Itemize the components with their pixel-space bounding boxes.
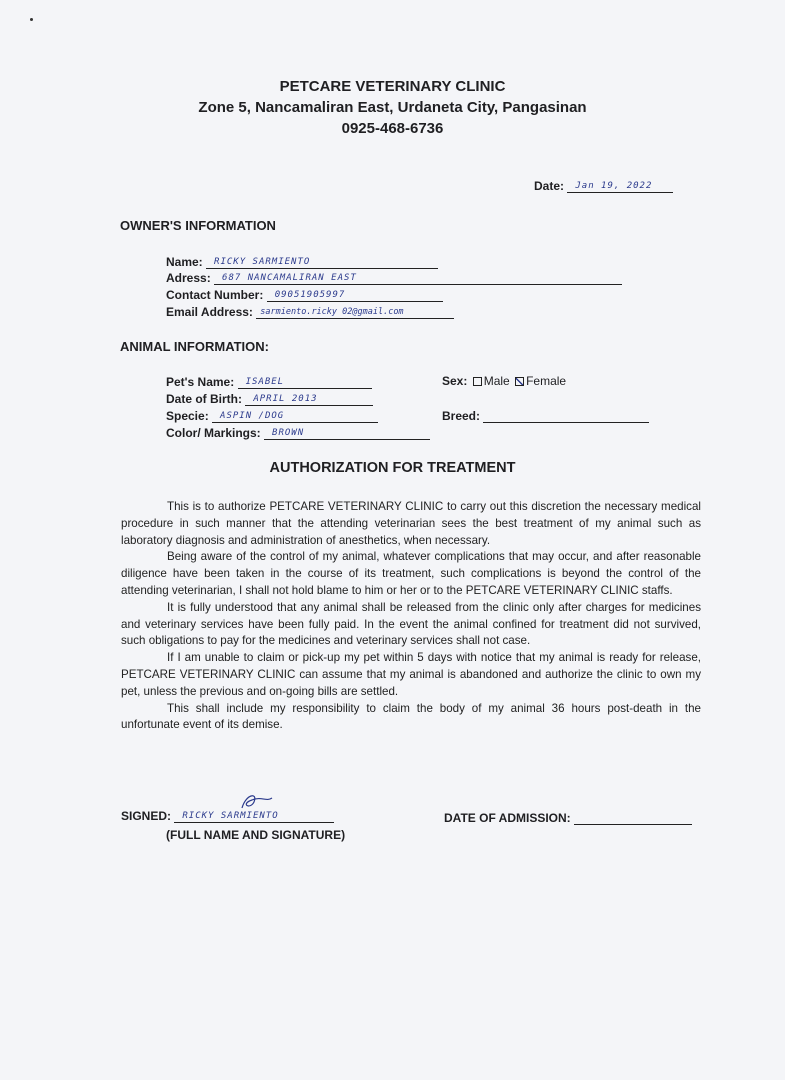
owner-address-value: 687 NANCAMALIRAN EAST: [222, 273, 357, 283]
sex-female-label: Female: [526, 374, 567, 388]
owner-address-row: [166, 270, 622, 285]
authorization-title: AUTHORIZATION FOR TREATMENT: [269, 460, 516, 476]
signed-value: RICKY SARMIENTO: [182, 811, 279, 821]
owner-email-line: [256, 304, 454, 319]
pet-color-line: [264, 425, 430, 440]
pet-name-value: ISABEL: [245, 377, 285, 387]
owner-email-row: [166, 304, 454, 319]
admission-label: DATE OF ADMISSION:: [444, 811, 571, 825]
breed-label: Breed:: [442, 409, 481, 423]
authorization-paragraph-3: It is fully understood that any animal shall be released from the clinic only after charges for medicines and veterinary services have been fully paid. In the event the animal confined for treatment did not survived, such obligations to pay for the medicines and veterinary services shall not case.: [121, 600, 701, 648]
clinic-address: Zone 5, Nancamaliran East, Urdaneta City, Pangasinan: [198, 99, 587, 116]
pet-specie-row: [166, 408, 378, 423]
scan-speck: [30, 18, 33, 21]
authorization-paragraph-1: This is to authorize PETCARE VETERINARY CLINIC to carry out this discretion the necessary medical procedure in such manner that the attending veterinarian sees the best treatment of my animal such as laboratory diagnosis and administration of anesthetics, when necessary.: [121, 500, 701, 547]
owner-contact-row: [166, 287, 443, 302]
date-line: [567, 178, 673, 193]
sex-male-checkbox[interactable]: [473, 377, 482, 386]
owner-name-line: [206, 254, 438, 269]
admission-line: [574, 810, 692, 825]
owner-contact-value: 09051905997: [274, 290, 346, 300]
owner-email-value: sarmiento.ricky 02@gmail.com: [260, 307, 404, 317]
authorization-paragraph-5: This shall include my responsibility to claim the body of my animal 36 hours post-death in the unfortunate event of its demise.: [121, 701, 701, 732]
owner-address-line: [214, 270, 622, 285]
pet-color-value: BROWN: [272, 428, 305, 438]
owner-section-title: OWNER'S INFORMATION: [120, 218, 276, 233]
pet-dob-row: [166, 391, 373, 406]
signed-label: SIGNED:: [121, 809, 172, 823]
authorization-body: [121, 499, 701, 734]
pet-dob-line: [245, 391, 373, 406]
pet-color-row: [166, 425, 430, 440]
date-label: Date:: [534, 179, 565, 193]
authorization-paragraph-2: Being aware of the control of my animal, whatever complications that may occur, and after reasonable diligence have been taken in the course of its treatment, such complications is beyond the control of the attending veterinarian, I shall not hold blame to him or her or to the PETCARE VETERINARY CLINIC staffs.: [121, 550, 701, 597]
owner-name-label: Name:: [166, 255, 203, 269]
clinic-phone: 0925-468-6736: [341, 120, 444, 137]
date-row: [534, 178, 673, 193]
pet-specie-line: [212, 408, 378, 423]
breed-line: [483, 408, 649, 423]
clinic-name: PETCARE VETERINARY CLINIC: [279, 78, 506, 95]
animal-section-title: ANIMAL INFORMATION:: [120, 339, 269, 354]
signature-caption: (FULL NAME AND SIGNATURE): [166, 828, 346, 842]
owner-contact-label: Contact Number:: [166, 288, 264, 302]
signed-line: [174, 808, 334, 823]
pet-dob-label: Date of Birth:: [166, 392, 242, 406]
owner-name-value: RICKY SARMIENTO: [214, 257, 311, 267]
signed-row: [121, 808, 334, 823]
date-value: Jan 19, 2022: [575, 181, 653, 191]
authorization-paragraph-4: If I am unable to claim or pick-up my pet within 5 days with notice that my animal is ready for release, PETCARE VETERINARY CLINIC can assume that my animal is abandoned and authorize the clinic to own my pet, unless the previous and on-going bills are settled.: [121, 651, 701, 698]
pet-color-label: Color/ Markings:: [166, 426, 261, 440]
pet-name-label: Pet's Name:: [166, 375, 235, 389]
pet-dob-value: APRIL 2013: [253, 394, 318, 404]
sex-label: Sex:: [442, 374, 468, 388]
owner-email-label: Email Address:: [166, 305, 253, 319]
sex-row: [442, 374, 566, 388]
sex-male-label: Male: [483, 374, 510, 388]
pet-specie-label: Specie:: [166, 409, 209, 423]
pet-specie-value: ASPIN /DOG: [220, 411, 285, 421]
owner-contact-line: [267, 287, 443, 302]
owner-name-row: [166, 254, 438, 269]
pet-name-line: [238, 374, 372, 389]
sex-female-checkbox[interactable]: [515, 377, 524, 386]
owner-address-label: Adress:: [166, 271, 211, 285]
breed-row: [442, 408, 649, 423]
pet-name-row: [166, 374, 372, 389]
admission-row: [444, 810, 692, 825]
